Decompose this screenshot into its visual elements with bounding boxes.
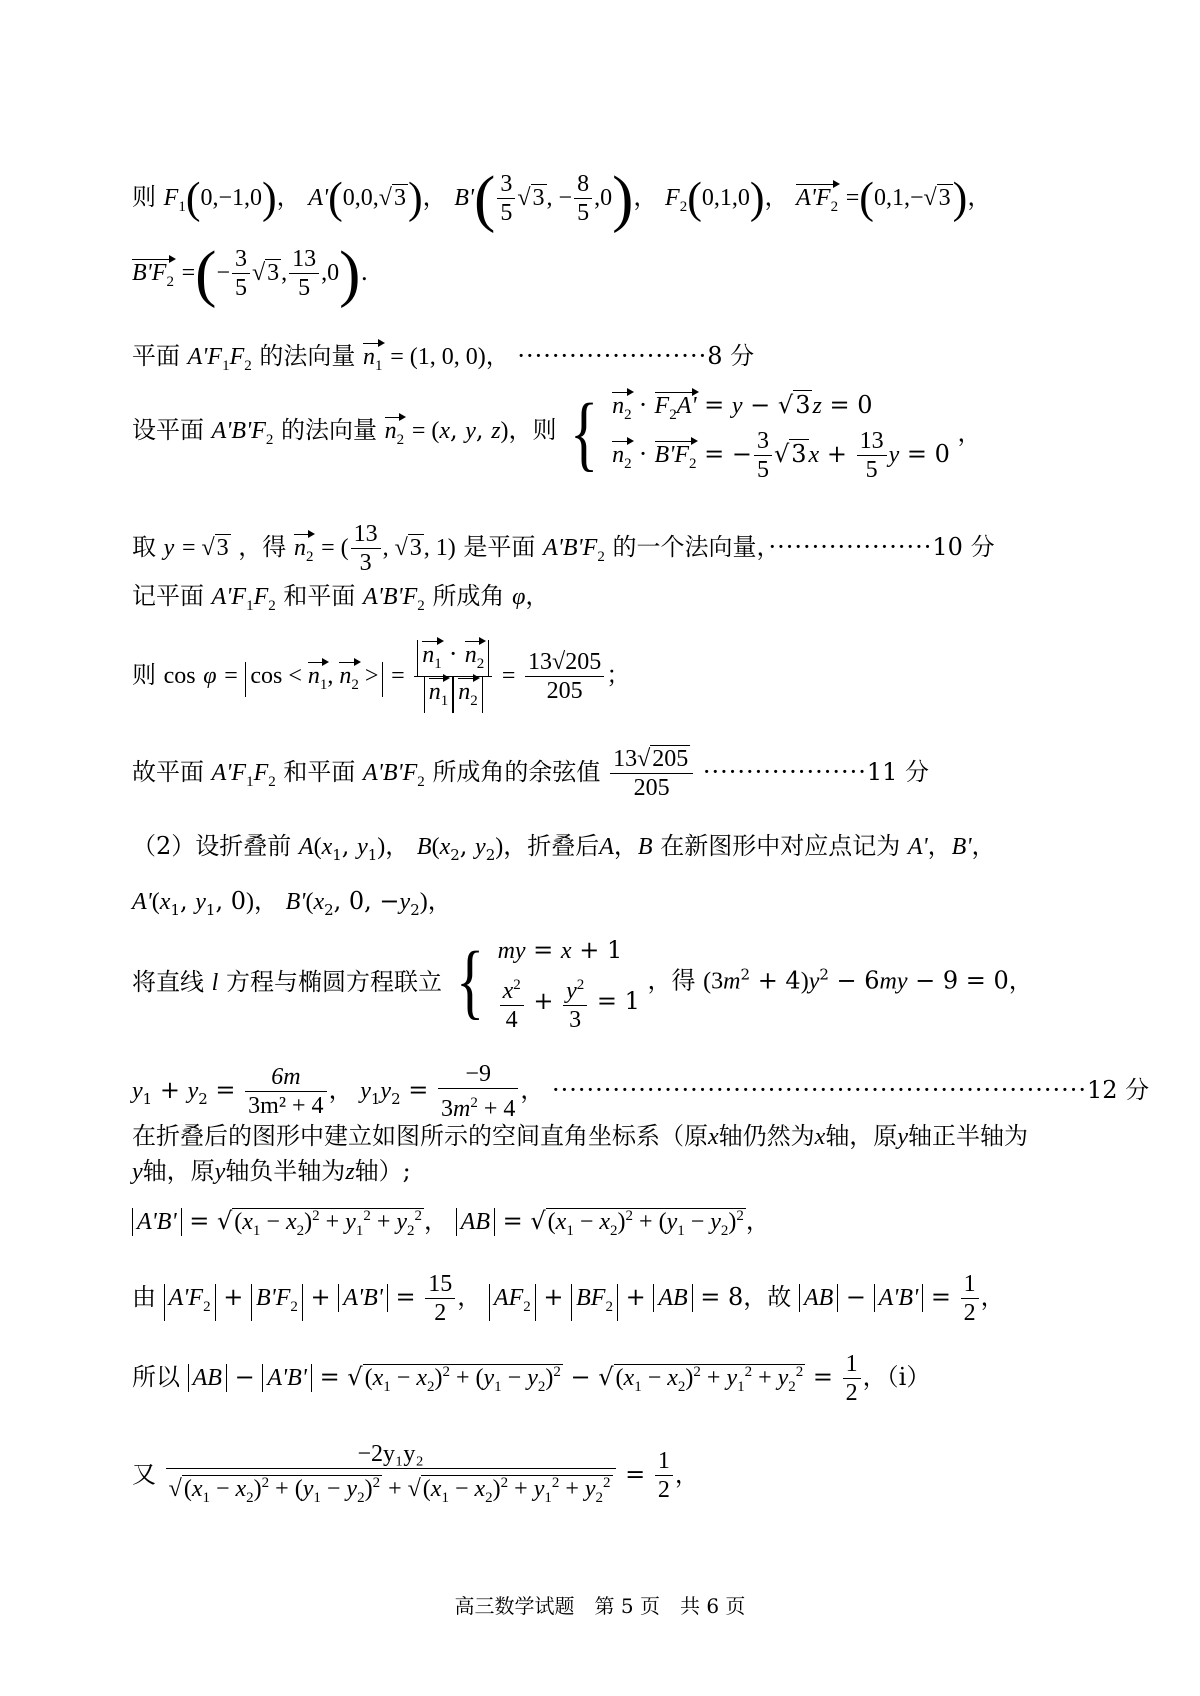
- text-also: 又: [132, 1460, 156, 1489]
- system-line-ellipse: my = x + 1 $\frac{x^2}{4}$ + $\frac{y^2}{3}$ = 1: [497, 936, 640, 1033]
- line-coord-system: 在折叠后的图形中建立如图所示的空间直角坐标系（原x轴仍然为x轴，原y轴正半轴为: [132, 1122, 1028, 1150]
- frac-product: $\frac{-9}{3m^2 + 4}$: [438, 1060, 518, 1123]
- frac-8-5: $\frac{8}{5}$: [574, 170, 592, 227]
- frac-1-2: $\frac{1}{2}$: [961, 1270, 979, 1327]
- frac-13-5: $\frac{13}{5}$: [289, 245, 319, 302]
- text-axis-orig: 轴，原: [142, 1157, 215, 1185]
- text-set-plane: 设平面: [132, 415, 204, 444]
- score-11: 11 分: [866, 758, 930, 786]
- text-combine: 方程与椭圆方程联立: [225, 967, 442, 996]
- frac-dot-over-norm: $\frac{n_1 \cdot n_2}{n_1 n_2}$: [414, 640, 492, 713]
- text-period: .: [360, 258, 369, 286]
- score-10: 10 分: [932, 533, 995, 561]
- text-line-l: 将直线: [132, 967, 204, 996]
- line-vieta: $y_1 + y_2$ = $\frac{6m}{\text{3m² + 4}}$ ， $y_1y_2$ = $\frac{-9}{3m^2 + 4}$ ， ······························································12 分: [132, 1061, 1150, 1122]
- frac-1-2c: $\frac{1}{2}$: [655, 1447, 673, 1504]
- math-f1: $F_1$: [163, 185, 186, 215]
- text-still-x: 轴仍然为: [718, 1122, 815, 1150]
- line-normal-1: 平面 $A'F_1F_2$ 的法向量 $n_1 = (1$, 0, 0)， ······················8 分: [132, 340, 754, 382]
- line-bf2-vector: $B'F_2$ =(− $\frac{3}{5}$ √3, $\frac{13}{5}$ ,0).: [132, 237, 369, 309]
- frac-sum: $\frac{6m}{\text{3m² + 4}}$: [245, 1063, 326, 1120]
- line-cos: 则 $\cos \varphi = \cos < n_1$, $n_2$ > = $\frac{n_1 \cdot n_2}{n_1 n_2}$ = $\frac{13√205}{205}$ ；: [132, 640, 630, 713]
- text-after-fold: ，折叠后: [503, 832, 600, 860]
- text-so: ，故: [743, 1283, 792, 1311]
- text-one-normal: 的一个法向量，: [612, 533, 769, 561]
- system-normal: $n_2 \cdot F_2A' = y - √3z = 0$ $n_2 \cdot B'F_2$ = − $\frac{3}{5}$ √3x + $\frac{13}{5}$ y = 0: [612, 391, 950, 483]
- frac-cos-value: $\frac{13√205}{205}$: [525, 648, 604, 705]
- line-coordinates: 则 $F_1(0,-1,0)$， A'(0,0,√3)， B'( $\frac{3}{5}$ √3, − $\frac{8}{5}$ ,0)， $F_2(0,1,0)$， $A'F_2 =(0,1,-√3)$，: [132, 162, 992, 234]
- text-take: 取: [132, 533, 156, 561]
- text-is-plane: 是平面: [463, 533, 536, 561]
- line-normal-2: 设平面 $A'B'F_2$ 的法向量 $n_2 = (x$, y, z)，则 { $n_2 \cdot F_2A' = y - √3z = 0$ $n_2 \cdot B'F_2$ = − $\frac{3}{5}$ √3x + $\frac{13}{5}$ y = 0 ，: [132, 385, 982, 484]
- frac-3-5b: $\frac{3}{5}$: [232, 245, 250, 302]
- text-angle: 所成角: [432, 582, 505, 610]
- frac-1-2b: $\frac{1}{2}$: [843, 1350, 861, 1407]
- score-12: 12 分: [1087, 1076, 1150, 1104]
- text-negative-half: 轴负半轴为: [225, 1157, 346, 1185]
- line-take-y: 取 y = √3 ，得 $n_2$ = ( $\frac{13}{3}$ , √3, 1) 是平面 $A'B'F_2$ 的一个法向量，···················10 分: [132, 521, 995, 576]
- frac-rationalized: $\frac{\text{−2y₁y₂}}{√(x_1 - x_2)^2 + (y_1 - y_2)^2 + √(x_1 - x_2)^2 + y_1^2 + y_2^2}$: [166, 1440, 616, 1512]
- vec-bf2: $B'F_2$: [132, 259, 174, 294]
- math-a-prime: A': [308, 185, 329, 211]
- text-orig: 轴，原: [825, 1122, 898, 1150]
- text-and-plane: 和平面: [283, 582, 356, 610]
- text-therefore: 所以: [132, 1363, 180, 1391]
- math-b-prime: B': [454, 185, 475, 211]
- page-footer: 高三数学试题 第 5 页 共 6 页: [454, 1594, 746, 1618]
- text-get-2: ，得: [647, 966, 696, 995]
- frac-cos-value-2: $\frac{13√205}{205}$: [610, 745, 693, 802]
- line-coord-system-2: y轴，原y轴负半轴为z轴）;: [132, 1157, 411, 1185]
- text-record-plane: 记平面: [132, 582, 204, 610]
- text-ze-2: 则: [132, 660, 156, 689]
- line-part2: （2）设折叠前 $A(x_1$, $y_1$)， $B(x_2$, $y_2$)，折叠后A，B 在新图形中对应点记为 A'，B'，: [132, 832, 996, 864]
- frac-15-2: $\frac{15}{2}$: [425, 1270, 455, 1327]
- text-z-axis: 轴）;: [354, 1157, 411, 1185]
- text-part2: （2）设折叠前: [132, 832, 292, 860]
- frac-13-3: $\frac{13}{3}$: [351, 520, 381, 577]
- text-from: 由: [132, 1283, 156, 1311]
- line-difference: 所以 AB − $A'B' = √(x_1 - x_2)^2 + (y_1 - y_2)^2 - √(x_1 - x_2)^2 + y_1^2 + y_2^2$ = $\frac{1}{2}$ ，（ⅰ）: [132, 1351, 931, 1406]
- line-conclusion: 故平面 $A'F_1F_2$ 和平面 $A'B'F_2$ 所成角的余弦值 $\frac{13√205}{205}$ ···················11 分: [132, 746, 930, 801]
- text-normal: 的法向量: [259, 342, 356, 370]
- text-therefore-plane: 故平面: [132, 758, 204, 786]
- score-8: 8 分: [707, 342, 755, 370]
- frac-3-5: $\frac{3}{5}$: [497, 170, 515, 227]
- text-correspond: 在新图形中对应点记为: [660, 832, 901, 860]
- text-cosine-value: 所成角的余弦值: [432, 758, 601, 786]
- text-positive-half: 轴正半轴为: [907, 1122, 1028, 1150]
- text-plane: 平面: [132, 342, 180, 370]
- line-rationalized: 又 $\frac{\text{−2y₁y₂}}{√(x_1 - x_2)^2 + (y_1 - y_2)^2 + √(x_1 - x_2)^2 + y_1^2 + y_2^2}$ = $\frac{1}{2}$ ，: [132, 1440, 699, 1512]
- line-angle: 记平面 $A'F_1F_2$ 和平面 $A'B'F_2$ 所成角 φ，: [132, 582, 550, 614]
- line-perimeter: 由 $A'F_2 + B'F_2 + A'B'$ = $\frac{15}{2}$ ， $AF_2 + BF_2$ + AB = 8，故 AB − A'B' = $\frac{1}{2}$ ，: [132, 1271, 1005, 1326]
- line-distances: $A'B' = √(x_1 - x_2)^2 + y_1^2 + y_2^2$， AB = $√(x_1 - x_2)^2 + (y_1 - y_2)^2$，: [132, 1200, 770, 1247]
- text-normal-2: 的法向量: [281, 415, 378, 444]
- vec-af2: $A'F_2$: [796, 184, 838, 219]
- text-i: ，（ⅰ）: [862, 1363, 931, 1391]
- text-ze: 则: [132, 183, 156, 211]
- text-then: ，则: [508, 415, 557, 444]
- line-system: 将直线 l 方程与椭圆方程联立 { my = x + 1 $\frac{x^2}{4}$ + $\frac{y^2}{3}$ = 1 ，得 $(3m^2 + 4)y^2 - 6my - 9 = 0$，: [132, 930, 1033, 1034]
- text-coord-system: 在折叠后的图形中建立如图所示的空间直角坐标系（原: [132, 1122, 708, 1150]
- math-f2: $F_2$: [665, 185, 688, 215]
- text-get: ，得: [238, 533, 287, 561]
- line-folded-points: $A'(x_1$, $y_1$, 0)， $B'(x_2$, 0, $-y_2$)，: [132, 887, 452, 919]
- text-and-plane-2: 和平面: [283, 758, 356, 786]
